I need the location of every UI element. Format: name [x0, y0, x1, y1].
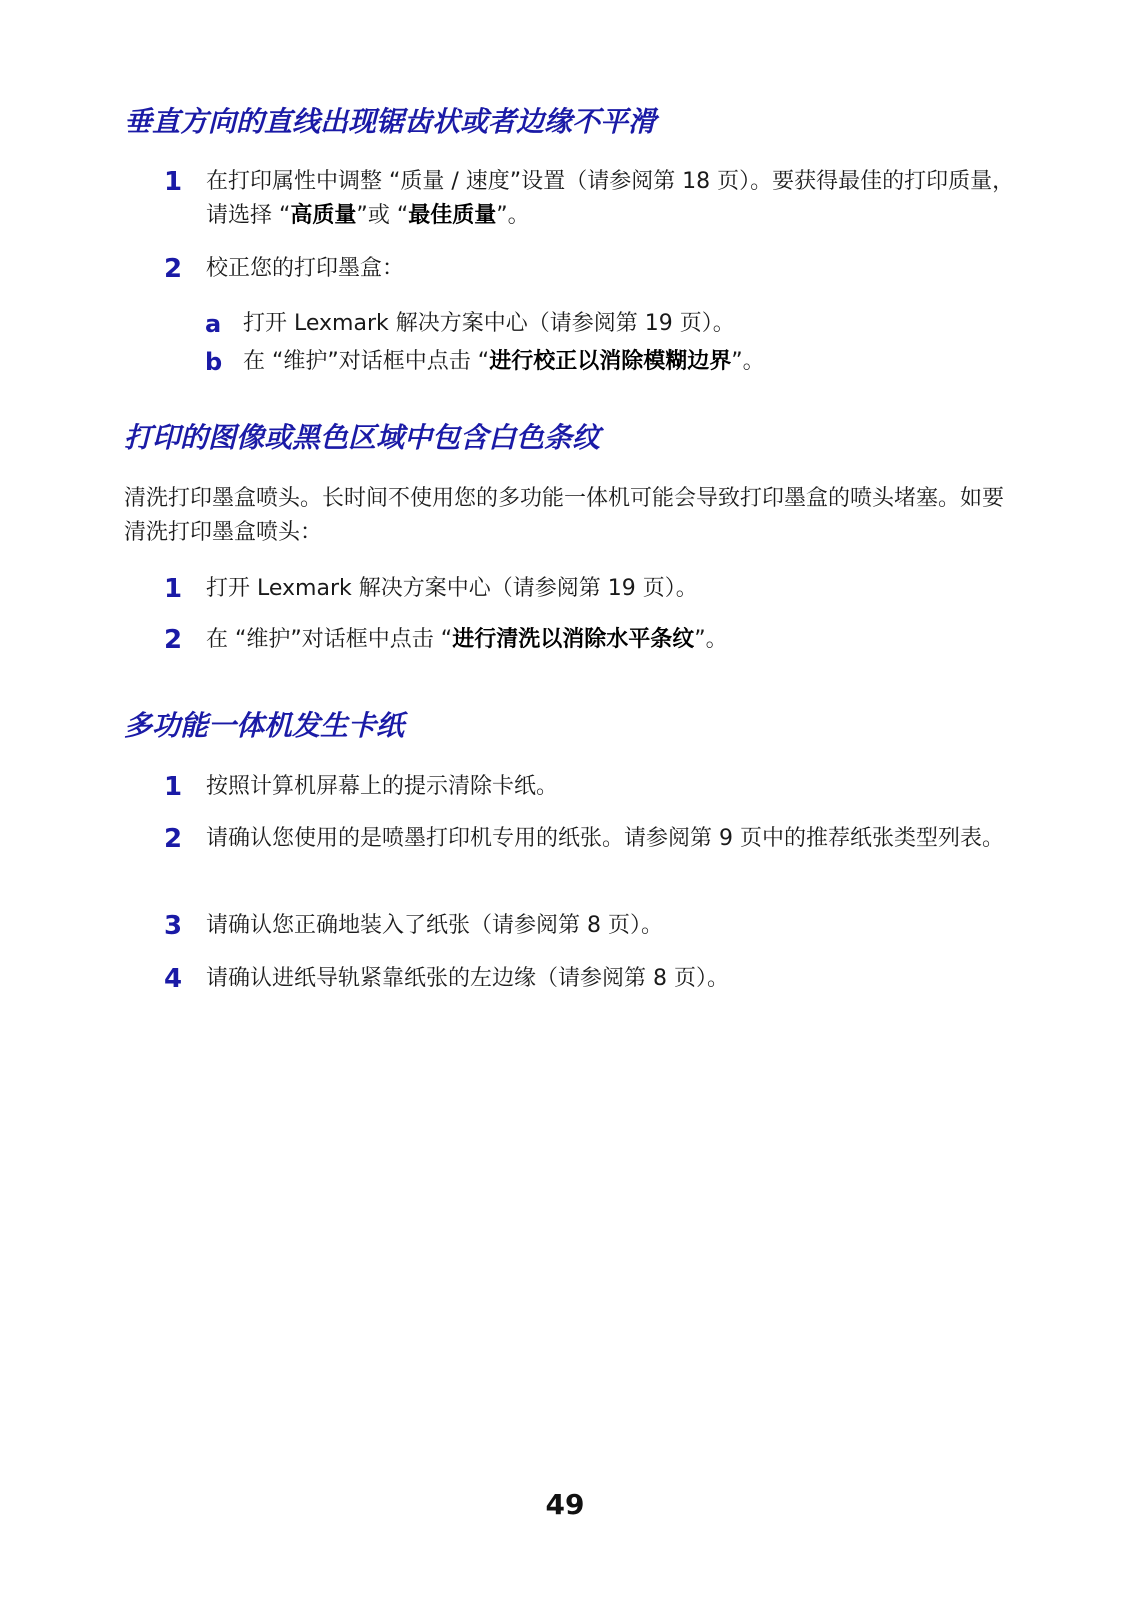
- option-clean-nozzles: 进行清洗以消除水平条纹: [452, 627, 695, 652]
- list-item: [164, 770, 1024, 804]
- list-item: [164, 572, 1024, 606]
- step-text: 请确认您正确地装入了纸张（请参阅第 8 页）。: [206, 913, 663, 938]
- option-best-quality: 最佳质量: [408, 203, 497, 228]
- intro-paragraph: 清洗打印墨盒喷头。长时间不使用您的多功能一体机可能会导致打印墨盒的喷头堵塞。如要清洗打印墨盒喷头：: [124, 486, 1005, 545]
- substep-text: 在 “维护”对话框中点击 “进行校正以消除模糊边界”。: [243, 349, 765, 374]
- step-text: 校正您的打印墨盒：: [206, 256, 405, 281]
- option-high-quality: 高质量: [290, 203, 357, 228]
- option-align-cartridge: 进行校正以消除模糊边界: [489, 349, 732, 374]
- step-text: 打开 Lexmark 解决方案中心（请参阅第 19 页）。: [206, 576, 698, 601]
- step-number: 2: [164, 254, 183, 284]
- step-number: 1: [164, 574, 183, 604]
- list-item: [164, 252, 1024, 286]
- sub-list-item: [205, 307, 1025, 341]
- list-item: [164, 909, 1024, 943]
- substep-letter: b: [205, 348, 223, 376]
- list-item: [164, 822, 1024, 856]
- step-number: 1: [164, 167, 183, 197]
- sub-list-item: [205, 345, 1025, 379]
- step-text: 请确认您使用的是喷墨打印机专用的纸张。请参阅第 9 页中的推荐纸张类型列表。: [206, 826, 1004, 851]
- substep-text: 打开 Lexmark 解决方案中心（请参阅第 19 页）。: [243, 311, 735, 336]
- section-heading-white-streaks: 打印的图像或黑色区域中包含白色条纹: [124, 421, 601, 454]
- section-heading-jagged-lines: 垂直方向的直线出现锯齿状或者边缘不平滑: [124, 105, 657, 138]
- step-text: 按照计算机屏幕上的提示清除卡纸。: [206, 774, 559, 799]
- substep-letter: a: [205, 310, 222, 338]
- list-item: [164, 165, 1024, 233]
- list-item: [164, 623, 1024, 657]
- step-number: 1: [164, 772, 183, 802]
- step-number: 2: [164, 824, 183, 854]
- step-number: 4: [164, 964, 183, 994]
- section-heading-paper-jam: 多功能一体机发生卡纸: [124, 709, 405, 742]
- step-text: 在打印属性中调整 “质量 / 速度”设置（请参阅第 18 页）。要获得最佳的打印质量，请选择 “高质量”或 “最佳质量”。: [206, 169, 1015, 228]
- step-text: 请确认进纸导轨紧靠纸张的左边缘（请参阅第 8 页）。: [206, 966, 729, 991]
- step-number: 3: [164, 911, 183, 941]
- step-text: 在 “维护”对话框中点击 “进行清洗以消除水平条纹”。: [206, 627, 728, 652]
- step-number: 2: [164, 625, 183, 655]
- page-number: 49: [545, 1488, 585, 1521]
- list-item: [164, 962, 1024, 996]
